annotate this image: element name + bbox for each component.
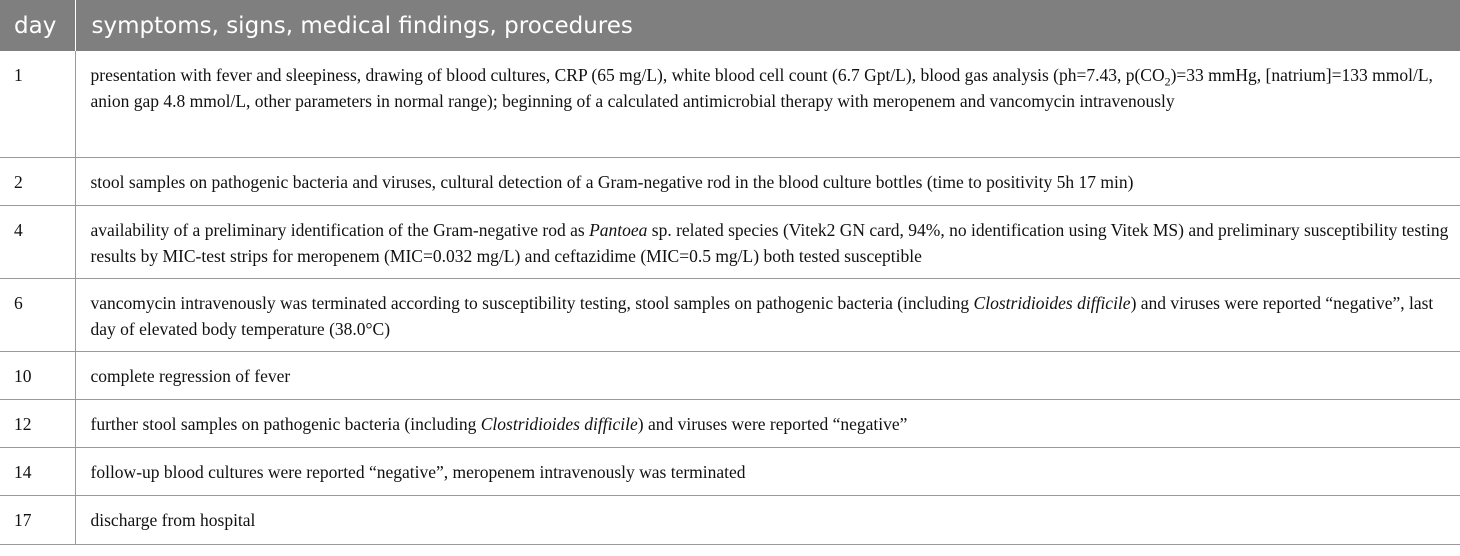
table-row [0,399,1460,447]
row-description: follow-up blood cultures were reported “negative”, meropenem intravenously was terminated [75,447,1460,495]
row-day: 12 [0,399,75,447]
row-day: 14 [0,447,75,495]
table-row [0,157,1460,205]
table-row [0,205,1460,278]
table-row [0,495,1460,544]
table-header-row [0,0,1460,51]
row-description: availability of a preliminary identification of the Gram-negative rod as Pantoea sp. related species (Vitek2 GN card, 94%, no identification using Vitek MS) and preliminary susceptibility testing results by MIC-test strips for meropenem (MIC=0.032 mg/L) and ceftazidime (MIC=0.5 mg/L) both tested susceptible [75,205,1460,278]
table-row [0,278,1460,351]
table-row [0,351,1460,399]
row-day: 6 [0,278,75,351]
row-day: 17 [0,495,75,544]
row-day: 10 [0,351,75,399]
header-description: symptoms, signs, medical findings, procedures [75,0,1460,51]
row-description: further stool samples on pathogenic bacteria (including Clostridioides difficile) and viruses were reported “negative” [75,399,1460,447]
row-description: presentation with fever and sleepiness, drawing of blood cultures, CRP (65 mg/L), white blood cell count (6.7 Gpt/L), blood gas analysis (ph=7.43, $p(CO_2)=33$ mmHg, [natrium]=133 mmol/L, anion gap 4.8 mmol/L, other parameters in normal range); beginning of a calculated antimicrobial therapy with meropenem and vancomycin intravenously [75,51,1460,157]
row-description: discharge from hospital [75,495,1460,544]
row-day: 2 [0,157,75,205]
table-row [0,51,1460,157]
table-row [0,447,1460,495]
row-description: complete regression of fever [75,351,1460,399]
row-description: stool samples on pathogenic bacteria and viruses, cultural detection of a Gram-negative rod in the blood culture bottles (time to positivity 5h 17 min) [75,157,1460,205]
header-day: day [0,0,75,51]
row-day: 1 [0,51,75,157]
row-day: 4 [0,205,75,278]
row-description: vancomycin intravenously was terminated according to susceptibility testing, stool samples on pathogenic bacteria (including Clostridioides difficile) and viruses were reported “negative”, last day of elevated body temperature (38.0°C) [75,278,1460,351]
